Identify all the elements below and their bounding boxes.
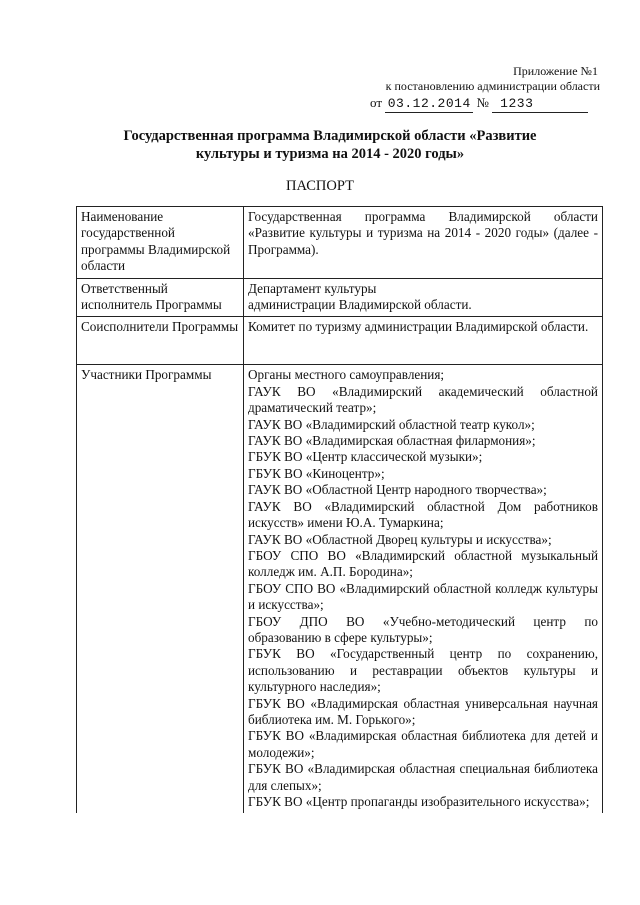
document-title-line1: Государственная программа Владимирской области «Развитие — [123, 128, 537, 144]
participant-item: Органы местного самоуправления; — [248, 367, 445, 383]
row-label-participants: Участники Программы — [77, 365, 244, 813]
participant-item: ГБОУ СПО ВО «Владимирский областной музыкальный колледж им. А.П. Бородина»; — [248, 547, 598, 580]
appendix-title: Приложение №1 — [513, 64, 598, 78]
table-row — [77, 278, 603, 317]
row-label-name: Наименование государственной программы Владимирской области — [77, 207, 244, 279]
participant-item: ГАУК ВО «Владимирский областной Дом работников искусств» имени Ю.А. Тумаркина; — [248, 498, 598, 531]
participant-item: ГБУК ВО «Центр классической музыки»; — [248, 449, 483, 465]
table-row — [77, 365, 603, 813]
participant-item: ГАУК ВО «Областной Центр народного творчества»; — [248, 482, 547, 498]
appendix-from-label: от — [370, 95, 383, 110]
appendix-block — [370, 64, 600, 113]
participant-item: ГБУК ВО «Центр пропаганды изобразительного искусства»; — [248, 794, 590, 809]
row-label-coexecutors: Соисполнители Программы — [77, 317, 244, 365]
participant-item: ГБУК ВО «Владимирская областная библиотека для детей и молодежи»; — [248, 728, 598, 760]
row-label-executor: Ответственный исполнитель Программы — [77, 278, 244, 317]
participant-item: ГБОУ СПО ВО «Владимирский областной колледж культуры и искусства»; — [248, 580, 598, 613]
table-row — [77, 317, 603, 365]
appendix-subtitle: к постановлению администрации области — [385, 79, 600, 93]
appendix-number: 1233 — [492, 95, 588, 113]
participant-item: ГБУК ВО «Владимирская областная универсальная научная библиотека им. М. Горького»; — [248, 695, 598, 727]
participant-item: ГАУК ВО «Областной Дворец культуры и искусства»; — [248, 531, 552, 547]
passport-table — [76, 206, 603, 813]
participant-item: ГБОУ ДПО ВО «Учебно-методический центр по образованию в сфере культуры»; — [248, 613, 598, 645]
participant-item: ГАУК ВО «Владимирский областной театр кукол»; — [248, 416, 535, 432]
appendix-number-sign: № — [476, 95, 489, 110]
row-value-coexecutors: Комитет по туризму администрации Владимирской области. — [244, 317, 603, 365]
participant-item: ГБУК ВО «Киноцентр»; — [248, 465, 385, 481]
executor-line2: администрации Владимирской области. — [248, 297, 472, 313]
document-title-line2: культуры и туризма на 2014 - 2020 годы» — [195, 146, 465, 162]
passport-heading: ПАСПОРТ — [286, 178, 354, 194]
table-row — [77, 207, 603, 279]
participant-item: ГАУК ВО «Владимирский академический областной драматический театр»; — [248, 383, 598, 416]
participant-item: ГАУК ВО «Владимирская областная филармония»; — [248, 433, 536, 449]
document-title — [100, 127, 560, 163]
participant-item: ГБУК ВО «Государственный центр по сохранению, использованию и реставрации объектов культуры и культурного наследия»; — [248, 646, 598, 695]
row-value-name: Государственная программа Владимирской области «Развитие культуры и туризма на 2014 - 2020 годы» (далее - Программа). — [244, 207, 603, 279]
row-value-executor — [244, 278, 603, 317]
participant-item: ГБУК ВО «Владимирская областная специальная библиотека для слепых»; — [248, 761, 598, 793]
executor-line1: Департамент культуры — [248, 280, 377, 296]
appendix-date: 03.12.2014 — [385, 95, 473, 113]
appendix-date-number — [370, 94, 600, 113]
row-value-participants — [244, 365, 603, 813]
